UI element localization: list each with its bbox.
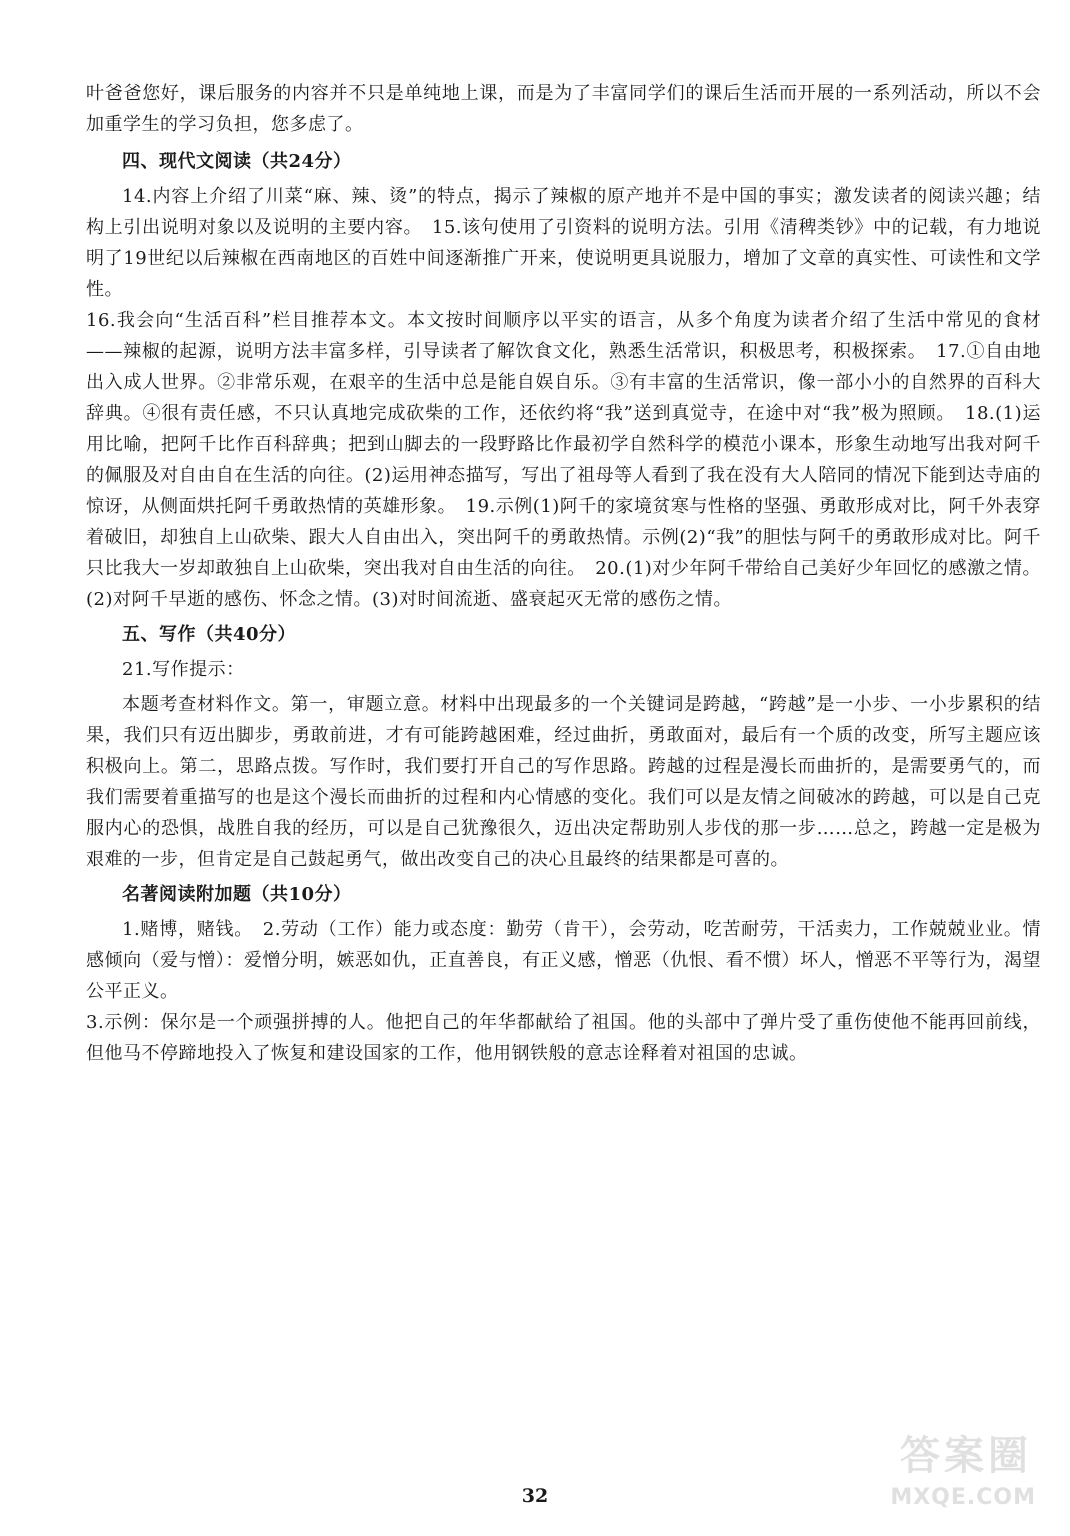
section-heading-modern-reading: 四、现代文阅读（共24分） [122,151,352,172]
paragraph-bonus-answers-1-2: 1.赌博，赌钱。 2.劳动（工作）能力或态度：勤劳（肯干），会劳动，吃苦耐劳，干活卖力，工作兢兢业业。情感倾向（爱与憎）：爱憎分明，嫉恶如仇，正直善良，有正义感，憎恶（仇恨、看不惯）坏人，憎恶不平等行为，渴望公平正义。 [86,919,1041,1002]
paragraph-writing-hint-body: 本题考查材料作文。第一，审题立意。材料中出现最多的一个关键词是跨越，“跨越”是一小步、一小步累积的结果，我们只有迈出脚步，勇敢前进，才有可能跨越困难，经过曲折，勇敢面对，最后有一个质的改变，所写主题应该积极向上。第二，思路点拨。写作时，我们要打开自己的写作思路。跨越的过程是漫长而曲折的，是需要勇气的，而我们需要着重描写的也是这个漫长而曲折的过程和内心情感的变化。我们可以是友情之间破冰的跨越，可以是自己克服内心的恐惧，战胜自我的经历，可以是自己犹豫很久，迈出决定帮助别人步伐的那一步……总之，跨越一定是极为艰难的一步，但肯定是自己鼓起勇气，做出改变自己的决心且最终的结果都是可喜的。 [86,694,1041,870]
paragraph-writing-hint-title: 21.写作提示： [122,659,245,680]
paragraph-answers-14-15: 14.内容上介绍了川菜“麻、辣、烫”的特点，揭示了辣椒的原产地并不是中国的事实；激发读者的阅读兴趣；结构上引出说明对象以及说明的主要内容。 15.该句使用了引资料的说明方法。引用《清稗类钞》中的记载，有力地说明了19世纪以后辣椒在西南地区的百姓中间逐渐推广开来，使说明更具说服力，增加了文章的真实性、可读性和文学性。 [86,186,1041,300]
paragraph-bonus-answer-3: 3.示例：保尔是一个顽强拼搏的人。他把自己的年华都献给了祖国。他的头部中了弹片受了重伤使他不能再回前线，但他马不停蹄地投入了恢复和建设国家的工作，他用钢铁般的意志诠释着对祖国的忠诚。 [86,1012,1041,1064]
section-heading-bonus-reading: 名著阅读附加题（共10分） [122,884,352,905]
page-number: 32 [521,1485,549,1507]
section-heading-writing: 五、写作（共40分） [122,624,297,645]
paragraph-answers-16-20: 16.我会向“生活百科”栏目推荐本文。本文按时间顺序以平实的语言，从多个角度为读者介绍了生活中常见的食材——辣椒的起源，说明方法丰富多样，引导读者了解饮食文化，熟悉生活常识，积极思考，积极探索。 17.①自由地出入成人世界。②非常乐观，在艰辛的生活中总是能自娱自乐。③有丰富的生活常识，像一部小小的自然界的百科大辞典。④很有责任感，不只认真地完成砍柴的工作，还依约将“我”送到真觉寺，在途中对“我”极为照顾。 18.(1)运用比喻，把阿千比作百科辞典；把到山脚去的一段野路比作最初学自然科学的模范小课本，形象生动地写出我对阿千的佩服及对自由自在生活的向往。(2)运用神态描写，写出了祖母等人看到了我在没有大人陪同的情况下能到达寺庙的惊讶，从侧面烘托阿千勇敢热情的英雄形象。 19.示例(1)阿千的家境贫寒与性格的坚强、勇敢形成对比，阿千外表穿着破旧，却独自上山砍柴、跟大人自由出入，突出阿千的勇敢热情。示例(2)“我”的胆怯与阿千的勇敢形成对比。阿千只比我大一岁却敢独自上山砍柴，突出我对自由生活的向往。 20.(1)对少年阿千带给自己美好少年回忆的感激之情。(2)对阿千早逝的感伤、怀念之情。(3)对时间流逝、盛衰起灭无常的感伤之情。 [86,310,1041,610]
answer-page-body [86,78,1041,1069]
paragraph-parent-reply: 叶爸爸您好，课后服务的内容并不只是单纯地上课，而是为了丰富同学们的课后生活而开展的一系列活动，所以不会加重学生的学习负担，您多虑了。 [86,83,1041,135]
watermark-url-text: MXQE.COM [890,1485,1036,1510]
watermark-logo [862,1416,1042,1516]
watermark-logo-text: 答案圈 [900,1433,1032,1479]
